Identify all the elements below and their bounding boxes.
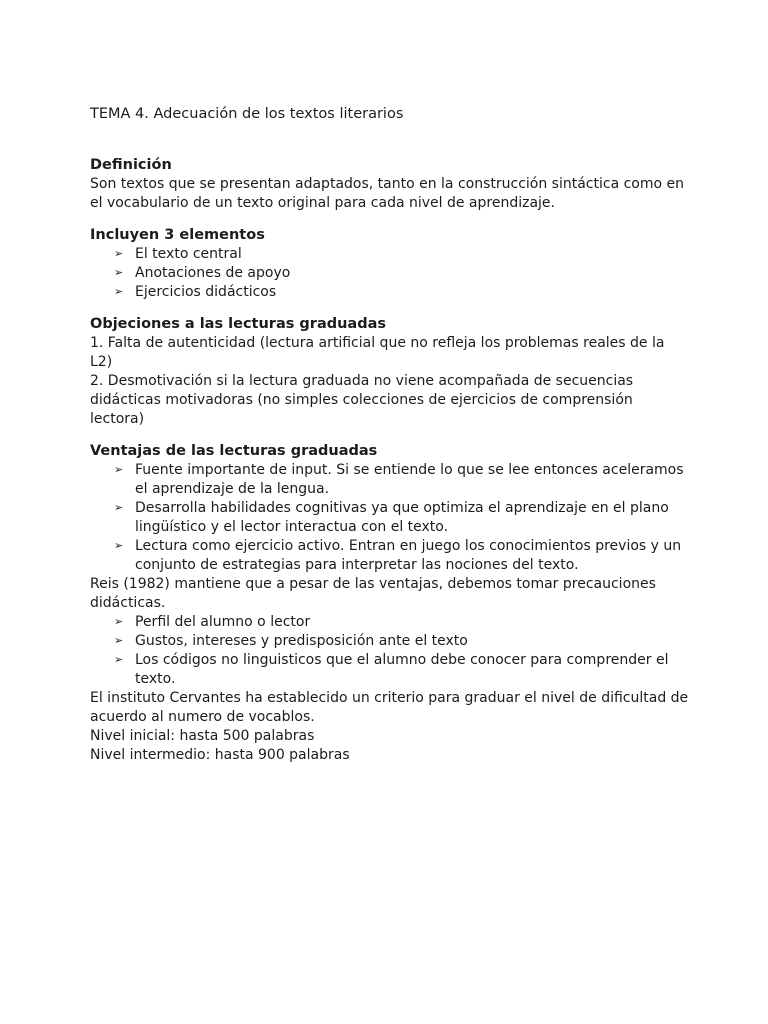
list-item: ➢ Anotaciones de apoyo — [114, 265, 291, 281]
cervantes-text: El instituto Cervantes ha establecido un criterio para graduar el nivel de dificultad de acuerdo al numero de vocablos. — [90, 690, 689, 725]
list-item: ➢ El texto central — [114, 246, 242, 262]
arrowhead-bullet-icon: ➢ — [114, 501, 124, 514]
arrowhead-bullet-icon: ➢ — [114, 634, 124, 647]
list-item: ➢ Perfil del alumno o lector — [114, 614, 311, 630]
arrowhead-bullet-icon: ➢ — [114, 539, 124, 552]
precauciones-list — [90, 613, 690, 689]
arrowhead-bullet-icon: ➢ — [114, 266, 124, 279]
heading-objeciones: Objeciones a las lecturas graduadas — [90, 316, 387, 332]
definicion-text: Son textos que se presentan adaptados, tanto en la construcción sintáctica como en el vocabulario de un texto original para cada nivel de aprendizaje. — [90, 176, 685, 211]
nivel-inicial: Nivel inicial: hasta 500 palabras — [90, 728, 315, 744]
arrowhead-bullet-icon: ➢ — [114, 615, 124, 628]
list-item: ➢ Ejercicios didácticos — [114, 284, 277, 300]
nivel-intermedio: Nivel intermedio: hasta 900 palabras — [90, 747, 350, 763]
arrowhead-bullet-icon: ➢ — [114, 285, 124, 298]
heading-elementos: Incluyen 3 elementos — [90, 227, 265, 243]
list-item: ➢ Desarrolla habilidades cognitivas ya que optimiza el aprendizaje en el plano lingüístico y el lector interactua con el texto. — [114, 500, 669, 535]
list-item: ➢ Fuente importante de input. Si se entiende lo que se lee entonces aceleramos el aprendizaje de la lengua. — [114, 462, 684, 497]
arrowhead-bullet-icon: ➢ — [114, 463, 124, 476]
reis-text: Reis (1982) mantiene que a pesar de las ventajas, debemos tomar precauciones didácticas. — [90, 576, 656, 611]
ventajas-list — [90, 461, 690, 575]
document-page — [90, 104, 690, 765]
arrowhead-bullet-icon: ➢ — [114, 247, 124, 260]
objecion-1: 1. Falta de autenticidad (lectura artificial que no refleja los problemas reales de la L2) — [90, 335, 665, 370]
document-title: TEMA 4. Adecuación de los textos literarios — [90, 106, 404, 122]
list-item: ➢ Los códigos no linguisticos que el alumno debe conocer para comprender el texto. — [114, 652, 669, 687]
list-item: ➢ Lectura como ejercicio activo. Entran en juego los conocimientos previos y un conjunto de estrategias para interpretar las nociones del texto. — [114, 538, 682, 573]
heading-ventajas: Ventajas de las lecturas graduadas — [90, 443, 378, 459]
objecion-2: 2. Desmotivación si la lectura graduada no viene acompañada de secuencias didácticas motivadoras (no simples colecciones de ejercicios de comprensión lectora) — [90, 373, 634, 427]
list-item: ➢ Gustos, intereses y predisposición ante el texto — [114, 633, 468, 649]
elementos-list — [90, 245, 690, 302]
heading-definicion: Definición — [90, 157, 172, 173]
arrowhead-bullet-icon: ➢ — [114, 653, 124, 666]
